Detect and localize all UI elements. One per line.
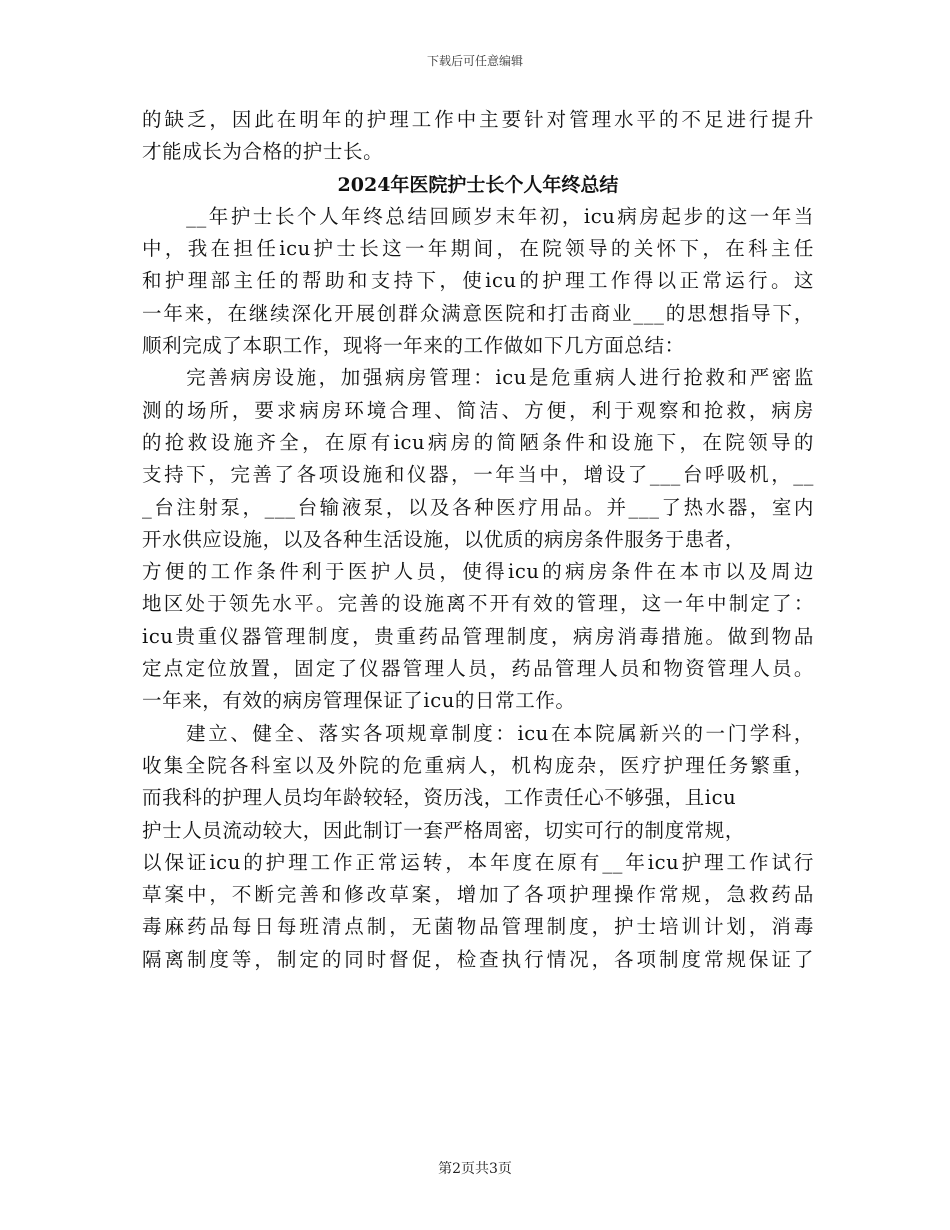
section-title: 2024年医院护士长个人年终总结: [337, 173, 619, 196]
body-line: 的缺乏，因此在明年的护理工作中主要针对管理水平的不足进行提升: [142, 108, 814, 131]
body-line: 草案中，不断完善和修改草案，增加了各项护理操作常规，急救药品: [142, 883, 814, 907]
body-line: 测的场所，要求病房环境合理、简洁、方便，利于观察和抢救，病房: [142, 398, 814, 422]
body-line: 地区处于领先水平。完善的设施离不开有效的管理，这一年中制定了：: [142, 592, 814, 616]
body-line: 顺利完成了本职工作，现将一年来的工作做如下几方面总结：: [142, 334, 685, 358]
body-line: 一年来，有效的病房管理保证了icu的日常工作。: [142, 689, 576, 713]
body-line: 以保证icu的护理工作正常运转，本年度在原有__年icu护理工作试行: [142, 850, 814, 874]
body-line: 的抢救设施齐全，在原有icu病房的简陋条件和设施下，在院领导的: [142, 430, 814, 454]
body-line: 支持下，完善了各项设施和仪器，一年当中，增设了___台呼吸机，__: [142, 463, 814, 487]
body-line: _台注射泵，___台输液泵，以及各种医疗用品。并___了热水器，室内: [142, 495, 814, 519]
body-line: 护士人员流动较大，因此制订一套严格周密，切实可行的制度常规，: [142, 818, 746, 842]
body-line: 建立、健全、落实各项规章制度：icu在本院属新兴的一门学科，: [142, 721, 814, 745]
body-line: 毒麻药品每日每班清点制，无菌物品管理制度，护士培训计划，消毒: [142, 915, 814, 939]
body-line: 而我科的护理人员均年龄较轻，资历浅，工作责任心不够强，且icu: [142, 786, 737, 810]
body-line: 完善病房设施，加强病房管理：icu是危重病人进行抢救和严密监: [142, 366, 814, 390]
body-line: 方便的工作条件利于医护人员，使得icu的病房条件在本市以及周边: [142, 560, 814, 584]
document-body: [142, 104, 814, 976]
body-line: icu贵重仪器管理制度，贵重药品管理制度，病房消毒措施。做到物品: [142, 624, 814, 648]
body-line: 收集全院各科室以及外院的危重病人，机构庞杂，医疗护理任务繁重，: [142, 753, 814, 777]
body-line: 才能成长为合格的护士长。: [142, 140, 384, 164]
body-line: 开水供应设施，以及各种生活设施，以优质的病房条件服务于患者，: [142, 527, 746, 551]
page-header: 下载后可任意编辑: [426, 54, 523, 68]
body-line: __年护士长个人年终总结回顾岁末年初，icu病房起步的这一年当: [142, 204, 814, 228]
page-number: 第2页共3页: [438, 1161, 512, 1177]
body-line: 隔离制度等，制定的同时督促，检查执行情况，各项制度常规保证了: [142, 947, 814, 971]
body-line: 定点定位放置，固定了仪器管理人员，药品管理人员和物资管理人员。: [142, 657, 814, 681]
body-line: 和护理部主任的帮助和支持下，使icu的护理工作得以正常运行。这: [142, 269, 814, 293]
body-line: 中，我在担任icu护士长这一年期间，在院领导的关怀下，在科主任: [142, 237, 814, 261]
body-line: 一年来，在继续深化开展创群众满意医院和打击商业___的思想指导下，: [142, 301, 814, 325]
